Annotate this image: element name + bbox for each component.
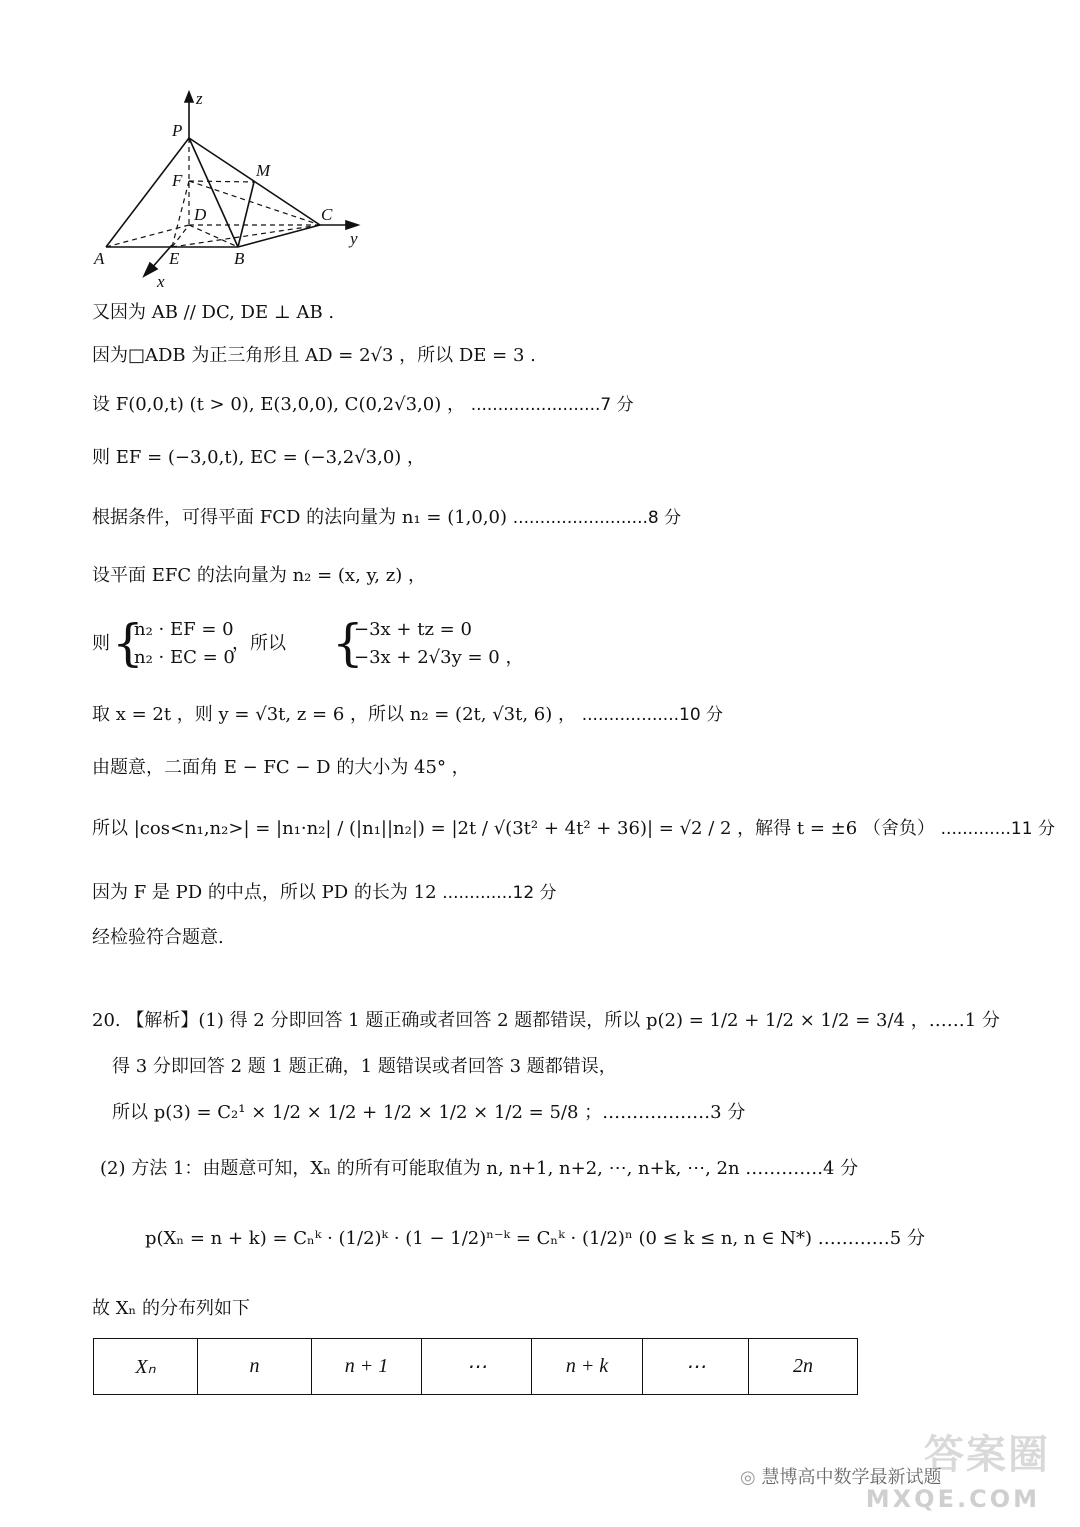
table-cell: n xyxy=(198,1339,312,1395)
watermark-url: MXQE.COM xyxy=(865,1485,1040,1513)
q20-part1-a: 20. 【解析】(1) 得 2 分即回答 1 题正确或者回答 2 题都错误，所以 p(2) = 1/2 + 1/2 × 1/2 = 3/4 ，……1 分 xyxy=(92,1010,1000,1031)
label-a: A xyxy=(94,249,105,268)
brace-icon: { xyxy=(112,614,144,672)
label-f: F xyxy=(172,171,183,190)
brace-icon: { xyxy=(332,614,364,672)
q20-distribution-intro: 故 Xₙ 的分布列如下 xyxy=(92,1298,251,1319)
q20-part1-b: 得 3 分即回答 2 题 1 题正确，1 题错误或者回答 3 题都错误， xyxy=(112,1056,617,1077)
label-b: B xyxy=(234,249,245,268)
label-m: M xyxy=(256,161,271,180)
line-pd-length: 因为 F 是 PD 的中点，所以 PD 的长为 12 .............12 分 xyxy=(92,882,557,903)
label-d: D xyxy=(194,205,207,224)
table-cell: n + 1 xyxy=(312,1339,422,1395)
watermark xyxy=(740,1423,1060,1513)
label-y: y xyxy=(350,229,358,248)
q20-part2-method1: (2) 方法 1：由题意可知，Xₙ 的所有可能取值为 n, n+1, n+2, ⋯, n+k, ⋯, 2n ………….4 分 xyxy=(100,1158,859,1179)
label-e: E xyxy=(169,249,180,268)
label-p: P xyxy=(172,121,183,140)
table-cell: n + k xyxy=(532,1339,643,1395)
line-normal-n1: 根据条件，可得平面 FCD 的法向量为 n₁ = (1,0,0) .........................8 分 xyxy=(92,507,682,528)
wechat-icon: ◎ xyxy=(740,1467,756,1488)
label-z: z xyxy=(196,89,203,108)
line-equilateral: 因为□ADB 为正三角形且 AD = 2√3 ，所以 DE = 3 . xyxy=(92,345,536,366)
line-dihedral: 由题意，二面角 E − FC − D 的大小为 45° ， xyxy=(92,757,470,778)
table-cell: Xₙ xyxy=(94,1339,198,1395)
distribution-table xyxy=(93,1338,858,1395)
line-vectors: 则 EF = (−3,0,t), EC = (−3,2√3,0) ， xyxy=(92,447,426,468)
table-cell: ⋯ xyxy=(422,1339,532,1395)
pyramid-figure xyxy=(88,88,378,293)
table-cell: ⋯ xyxy=(643,1339,749,1395)
line-check: 经检验符合题意. xyxy=(92,927,224,948)
table-row xyxy=(94,1339,858,1395)
line-set-coords: 设 F(0,0,t) (t > 0), E(3,0,0), C(0,2√3,0) ， ........................7 分 xyxy=(92,394,634,415)
q20-probability-formula: p(Xₙ = n + k) = Cₙᵏ · (1/2)ᵏ · (1 − 1/2)ⁿ⁻ᵏ = Cₙᵏ · (1/2)ⁿ (0 ≤ k ≤ n, n ∈ N*) …………5 分 xyxy=(145,1228,925,1249)
q20-part1-c: 所以 p(3) = C₂¹ × 1/2 × 1/2 + 1/2 × 1/2 × 1/2 = 5/8 ；………………3 分 xyxy=(112,1102,746,1123)
line-take-x: 取 x = 2t ，则 y = √3t, z = 6 ，所以 n₂ = (2t, √3t, 6) ， ..................10 分 xyxy=(92,704,724,725)
label-c: C xyxy=(321,205,333,224)
label-x: x xyxy=(157,272,165,291)
table-cell: 2n xyxy=(749,1339,858,1395)
watermark-logo: 答案圈 xyxy=(924,1432,1050,1478)
watermark-text: ◎ 慧博高中数学最新试题 xyxy=(740,1467,942,1488)
line-parallel: 又因为 AB // DC, DE ⊥ AB . xyxy=(92,302,335,323)
line-cos: 所以 |cos<n₁,n₂>| = |n₁·n₂| / (|n₁||n₂|) = |2t / √(3t² + 4t² + 36)| = √2 / 2 ，解得 t = ±6 （舍负） .............11 分 xyxy=(92,818,1055,839)
line-normal-n2: 设平面 EFC 的法向量为 n₂ = (x, y, z) ， xyxy=(92,565,426,586)
